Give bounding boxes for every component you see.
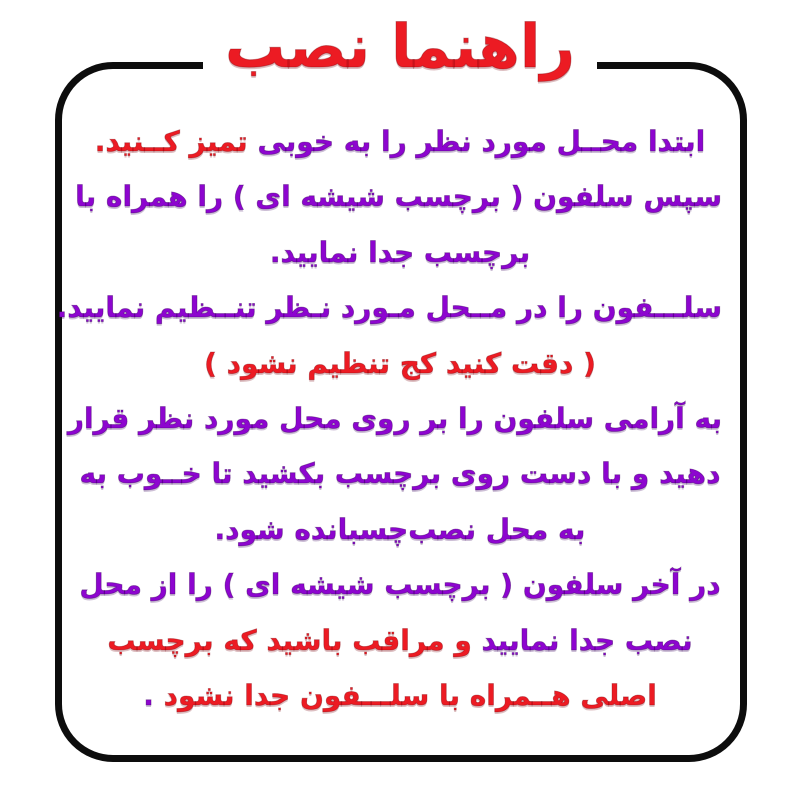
instruction-line: [78, 225, 722, 280]
line-segment: تمیز کــنید.: [94, 125, 248, 158]
line-segment: سپس سلفون ( برچسب شیشه ای ) را همراه با: [75, 180, 722, 214]
instruction-line: [78, 613, 722, 668]
line-segment: به آرامی سلفون را بر روی محل مورد نظر قرار: [67, 402, 722, 436]
instruction-line: [78, 668, 722, 723]
line-segment: دهید و با دست روی برچسب بکشید تا خــوب به: [79, 457, 721, 491]
line-segment: ( دقت کنید کج تنظیم نشود ): [204, 346, 596, 380]
line-segment: نصب جدا نمایید: [471, 623, 693, 657]
instruction-line: [67, 391, 722, 446]
instruction-line: [75, 169, 722, 224]
instruction-line: [56, 280, 722, 335]
line-segment: برچسب جدا نمایید.: [269, 235, 531, 269]
line-segment: در آخر سلفون ( برچسب شیشه ای ) را از محل: [79, 568, 721, 602]
line-segment: به محل نصب‌چسبانده شود.: [214, 512, 586, 546]
page-title: راهنما نصب: [203, 1, 597, 94]
title-bar: [0, 1, 800, 94]
instruction-line: [78, 557, 722, 612]
line-segment: سلـــفون را در مــحل مـورد نـظر تنــظیم نمایید.: [56, 291, 722, 325]
line-segment: اصلی هــمراه با سلـــفون جدا نشود: [153, 679, 657, 713]
line-segment: و مراقب باشید که برچسب: [107, 623, 472, 657]
instruction-line: [78, 336, 722, 391]
instruction-line: [78, 114, 722, 169]
instruction-line: [78, 446, 722, 501]
line-segment: .: [143, 679, 154, 713]
line-segment: ابتدا محــل مورد نظر را به خوبی: [247, 125, 706, 158]
instruction-line: [78, 502, 722, 557]
instruction-text: [56, 114, 722, 723]
